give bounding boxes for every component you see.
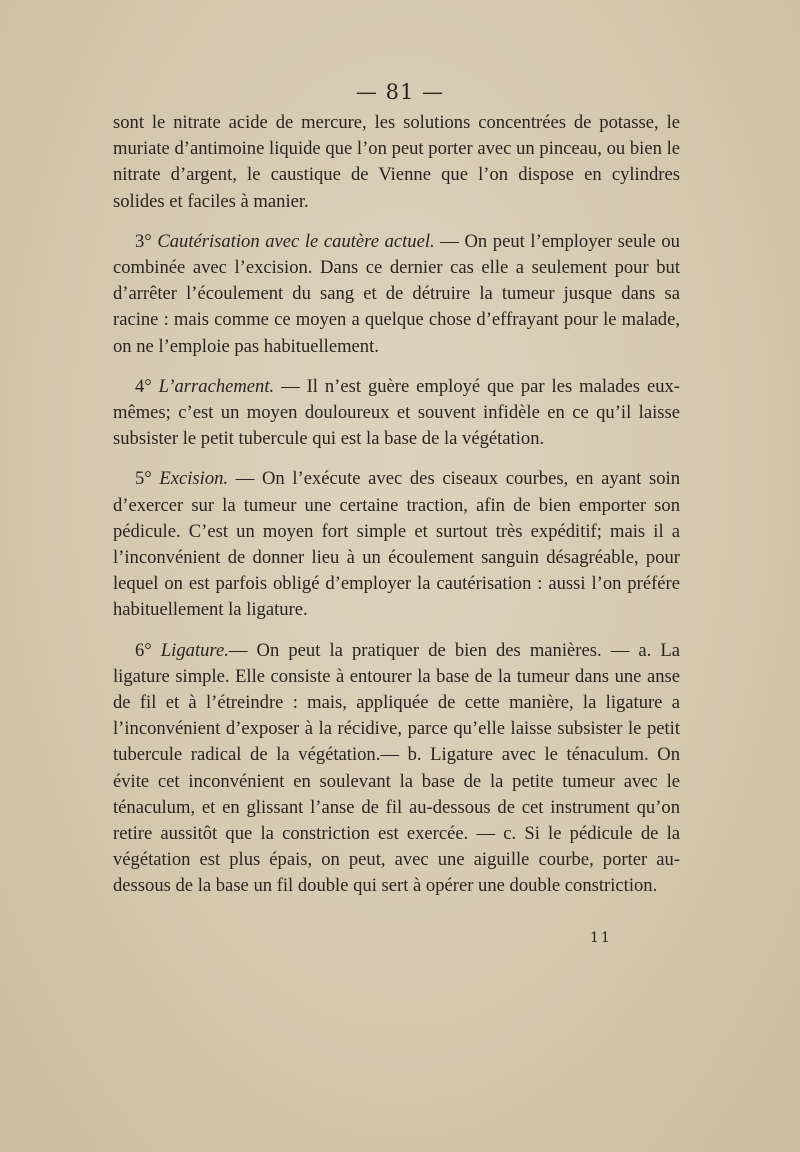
- paragraph-continuation: [113, 110, 680, 215]
- section-number: 3°: [135, 230, 158, 252]
- paragraph-excision: [113, 466, 680, 623]
- section-heading: Excision.: [159, 468, 229, 490]
- section-heading: Cautérisation avec le cautère actuel.: [157, 230, 435, 252]
- page-number: — 81 —: [355, 80, 445, 104]
- signature-mark: 11: [590, 930, 612, 946]
- section-heading: L’arrachement.: [158, 375, 275, 397]
- paragraph-text: — On l’exécute avec des ciseaux courbes, en ayant soin d’exercer sur la tumeur une certaine traction, afin de bien emporter son pédicule. C’est un moyen fort simple et surtout très expéditif; mais il a l’inconvénient de donner lieu à un écoulement sanguin désagréable, pour lequel on est parfois obligé d’employer la cautérisation : aussi l’on préfére habituellement la ligature.: [113, 468, 681, 621]
- paragraph-arrachement: [113, 374, 680, 453]
- paragraph-text: — On peut l’employer seule ou combinée avec l’excision. Dans ce dernier cas elle a seulement pour but d’arrêter l’écoulement du sang et de détruire la tumeur jusque dans sa racine : mais comme ce moyen a quelque chose d’effrayant pour le malade, on ne l’emploie pas habituellement.: [113, 230, 680, 357]
- paragraph-text: — On peut la pratiquer de bien des manières. — a. La ligature simple. Elle consiste à entourer la base de la tumeur dans une anse de fil et à l’étreindre : mais, appliquée de cette manière, la ligature a l’inconvénient d’exposer à la récidive, parce qu’elle laisse subsister le petit tubercule radical de la végétation.— b. Ligature avec le ténaculum. On évite cet inconvénient en soulevant la base de la petite tumeur avec le ténaculum, et en glissant l’anse de fil au-dessous de cet instrument qu’on retire aussitôt que la constriction est exercée. — c. Si le pédicule de la végétation est plus épais, on peut, avec une aiguille courbe, porter au-dessous de la base un fil double qui sert à opérer une double constriction.: [113, 639, 680, 897]
- section-number: 6°: [135, 639, 161, 661]
- section-number: 5°: [135, 468, 160, 490]
- section-heading: Ligature.: [160, 639, 229, 661]
- body-text: [113, 110, 680, 914]
- paragraph-text: — Il n’est guère employé que par les malades eux-mêmes; c’est un moyen douloureux et souvent infidèle en ce qu’il laisse subsister le petit tubercule qui est la base de la végétation.: [113, 375, 680, 450]
- paragraph-cauterisation: [113, 229, 680, 360]
- section-number: 4°: [135, 375, 159, 397]
- paragraph-ligature: [113, 638, 680, 900]
- paragraph-text: sont le nitrate acide de mercure, les solutions concentrées de potasse, le muriate d’antimoine liquide que l’on peut porter avec un pinceau, ou bien le nitrate d’argent, le caustique de Vienne que l’on dispose en cylindres solides et faciles à manier.: [113, 112, 680, 212]
